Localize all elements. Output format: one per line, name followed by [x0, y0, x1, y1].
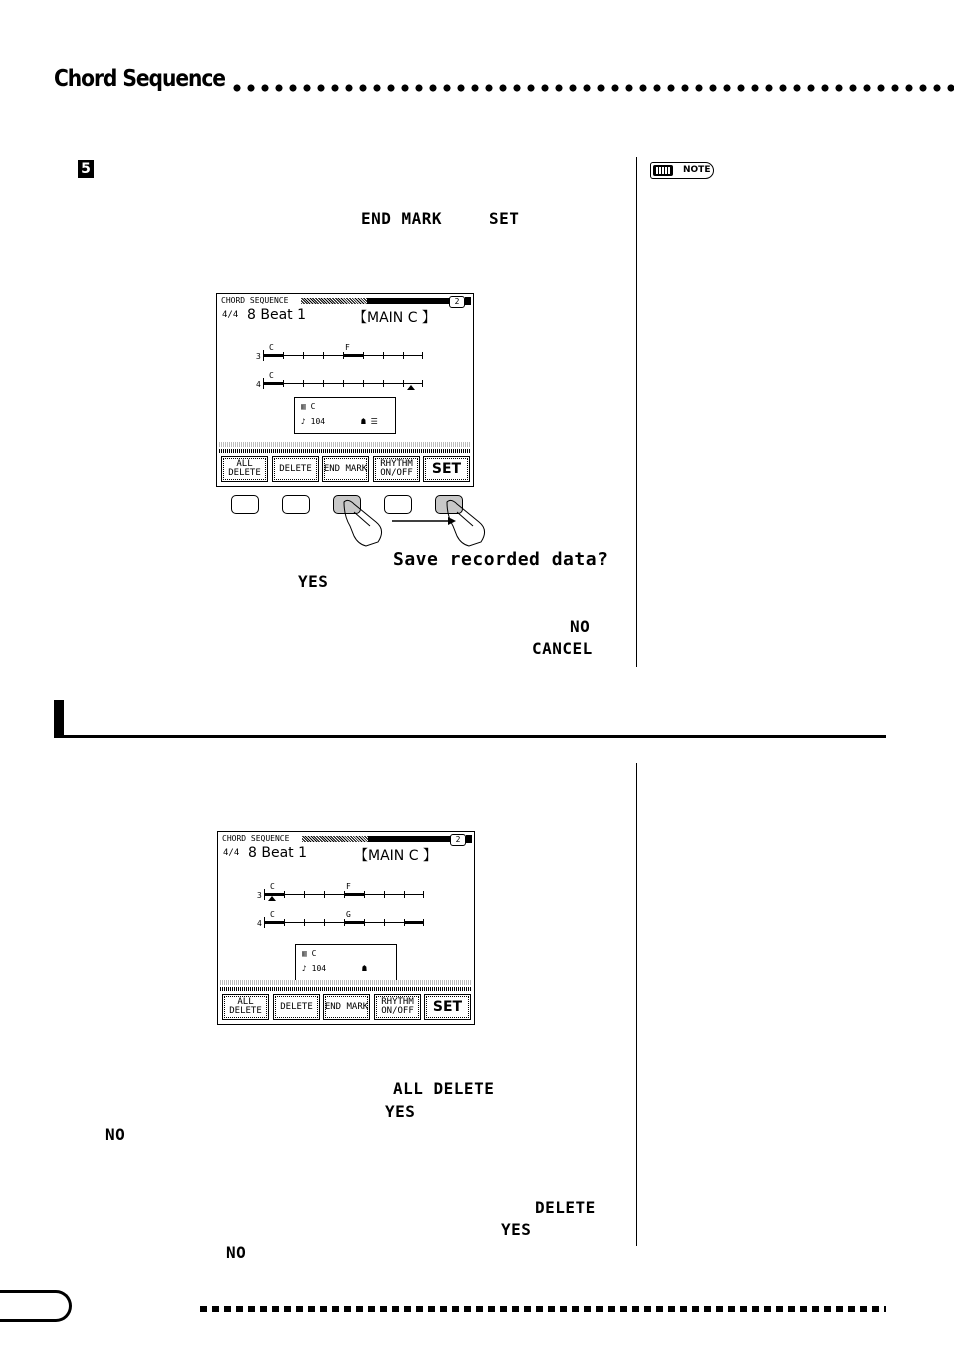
lcd-page-number: 2: [449, 296, 465, 308]
kw-no: NO: [570, 617, 591, 636]
kw-yes: YES: [501, 1220, 532, 1239]
lcd-dot-pattern: [220, 980, 472, 985]
info-box: [294, 397, 396, 434]
chord-segment: [404, 921, 424, 924]
save-prompt: Save recorded data?: [393, 549, 609, 570]
info-box: [295, 944, 397, 981]
chord-segment: [344, 893, 364, 896]
section-heading-bar: [54, 700, 64, 737]
chord-label: C: [269, 371, 274, 380]
chord-label: G: [346, 910, 351, 919]
rhythm-status-icons: ☗ ☰: [361, 417, 378, 426]
tempo-readout: ♪ 104: [301, 417, 326, 426]
track-number: 3: [257, 891, 262, 900]
lcd-dot-pattern: [219, 442, 471, 447]
step-number: 5: [78, 160, 94, 178]
chord-segment: [343, 354, 363, 357]
rhythm-status-icons: ☗: [362, 964, 367, 973]
track-4: [257, 910, 424, 928]
chord-label: F: [346, 882, 351, 891]
section-name: 【MAIN C 】: [354, 848, 437, 864]
track-number: 4: [256, 380, 261, 389]
column-divider-bottom: [636, 763, 637, 1246]
lcd-btn-set[interactable]: SET: [424, 994, 471, 1020]
track-4: [256, 371, 423, 389]
track-3: [256, 343, 423, 361]
kw-all-delete: ALL DELETE: [393, 1079, 495, 1098]
lcd-btn-end-mark[interactable]: END MARK: [323, 994, 370, 1020]
chord-segment: [263, 382, 283, 385]
lcd-divider: [219, 449, 471, 453]
panel-button-2[interactable]: [282, 495, 310, 514]
kw-cancel: CANCEL: [532, 639, 593, 658]
lcd-btn-rhythm[interactable]: RHYTHM ON/OFF: [373, 456, 420, 482]
lcd-page-number: 2: [450, 834, 466, 846]
time-signature: 4/4: [223, 848, 240, 858]
kw-set: SET: [489, 209, 520, 228]
finger-icon: [344, 500, 382, 546]
note-label: NOTE: [683, 165, 711, 175]
chord-segment: [264, 921, 284, 924]
lcd-divider: [220, 987, 472, 991]
lcd-btn-end-mark[interactable]: END MARK: [322, 456, 369, 482]
lcd-btn-all-delete[interactable]: ALL DELETE: [221, 456, 268, 482]
kw-no: NO: [226, 1243, 247, 1262]
chord-label: C: [270, 882, 275, 891]
section-name: 【MAIN C 】: [353, 310, 436, 326]
style-name: 8 Beat 1: [247, 307, 307, 323]
arrow-right-icon: [392, 517, 456, 525]
chord-readout: ▥ C: [301, 402, 316, 411]
lcd-page-block: [465, 297, 471, 305]
lcd-btn-set[interactable]: SET: [423, 456, 470, 482]
kw-delete: DELETE: [535, 1198, 596, 1217]
page-title: Chord Sequence: [54, 66, 225, 92]
chord-label: F: [345, 343, 350, 352]
note-icon: [653, 165, 673, 176]
lcd-page-block: [466, 835, 472, 843]
lcd-btn-rhythm[interactable]: RHYTHM ON/OFF: [374, 994, 421, 1020]
chord-segment: [263, 354, 283, 357]
section-heading-rule: [54, 735, 886, 738]
panel-button-1[interactable]: [231, 495, 259, 514]
kw-yes: YES: [385, 1102, 416, 1121]
lcd-header: CHORD SEQUENCE: [222, 834, 290, 843]
lcd-header-bar: [367, 298, 451, 304]
lcd-header-bar: [368, 836, 452, 842]
note-badge: [650, 162, 714, 179]
lcd-screen-1: [216, 293, 474, 487]
footer-dash-rule: [200, 1306, 886, 1312]
column-divider-top: [636, 157, 637, 667]
track-number: 3: [256, 352, 261, 361]
time-signature: 4/4: [222, 310, 239, 320]
kw-end-mark: END MARK: [361, 209, 443, 228]
lcd-header: CHORD SEQUENCE: [221, 296, 289, 305]
header-dot-rule: [230, 84, 954, 92]
position-marker-icon: [268, 896, 276, 901]
tempo-readout: ♪ 104: [302, 964, 327, 973]
lcd-btn-all-delete[interactable]: ALL DELETE: [222, 994, 269, 1020]
lcd-btn-delete[interactable]: DELETE: [272, 456, 319, 482]
chord-label: C: [269, 343, 274, 352]
lcd-btn-delete[interactable]: DELETE: [273, 994, 320, 1020]
track-3: [257, 882, 424, 900]
press-illustration: [330, 490, 500, 550]
page-number-tab: [0, 1290, 72, 1322]
lcd-screen-2: [217, 831, 475, 1025]
chord-label: C: [270, 910, 275, 919]
finger-icon: [447, 500, 485, 546]
chord-readout: ▥ C: [302, 949, 317, 958]
chord-segment: [344, 921, 364, 924]
track-number: 4: [257, 919, 262, 928]
style-name: 8 Beat 1: [248, 845, 308, 861]
kw-no: NO: [105, 1125, 126, 1144]
position-marker-icon: [407, 385, 415, 390]
kw-yes: YES: [298, 572, 329, 591]
